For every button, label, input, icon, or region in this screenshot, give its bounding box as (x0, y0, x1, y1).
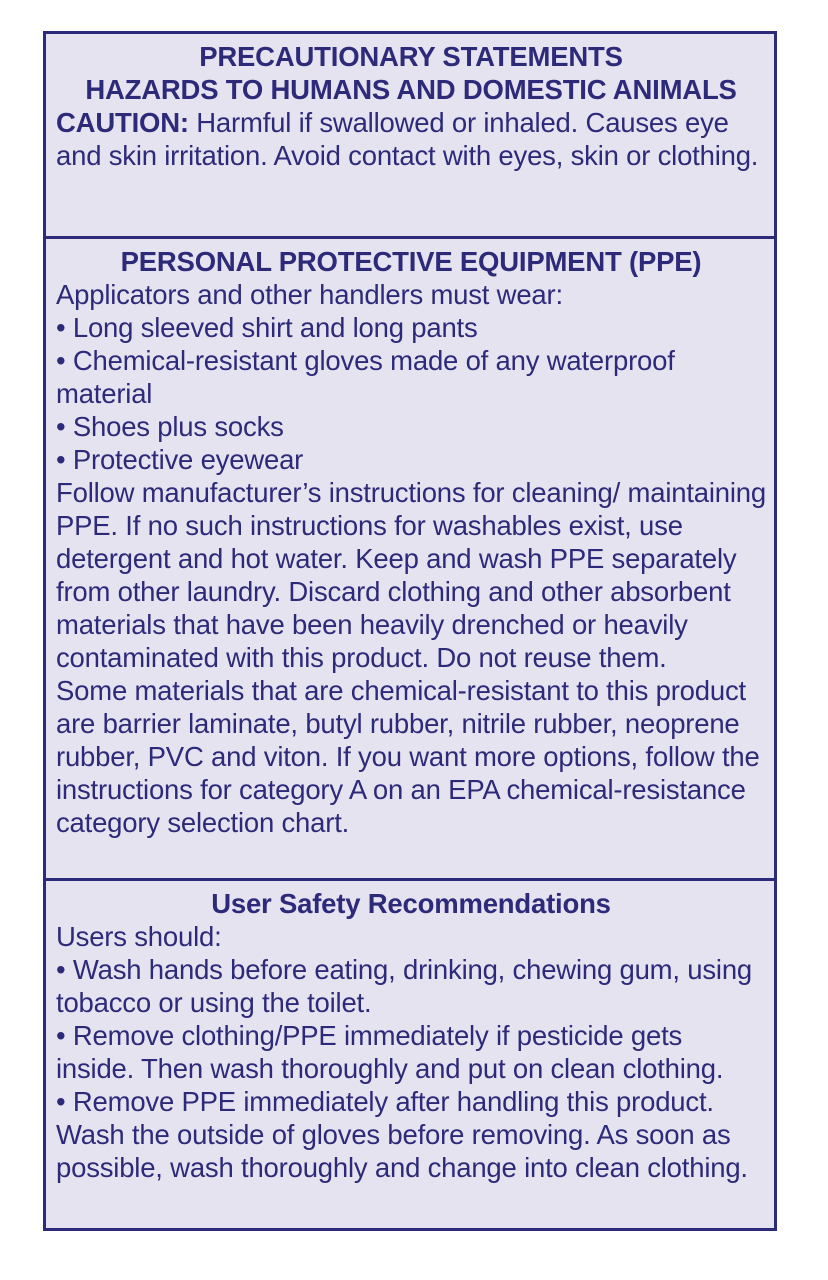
precautionary-label (43, 31, 777, 1231)
ppe-item-gloves: • Chemical-resistant gloves made of any waterproof material (56, 345, 675, 409)
ppe-care-paragraph: Follow manufacturer’s instructions for cleaning/ maintaining PPE. If no such instructions for washables exist, use detergent and hot water. Keep and wash PPE separately from other laundry. Discard clothing and other absorbent materials that have been heavily drenched or heavily contaminated with this product. Do not reuse them. (56, 477, 766, 673)
ppe-section (46, 236, 774, 878)
ppe-item-shoes: • Shoes plus socks (56, 411, 284, 442)
user-safety-title: User Safety Recommendations (211, 888, 611, 919)
precautionary-statements-title: PRECAUTIONARY STATEMENTS (199, 41, 623, 72)
ppe-intro: Applicators and other handlers must wear: (56, 279, 563, 310)
caution-paragraph (56, 106, 766, 172)
hazards-subtitle: HAZARDS TO HUMANS AND DOMESTIC ANIMALS (85, 74, 737, 105)
caution-text: Harmful if swallowed or inhaled. Causes eye and skin irritation. Avoid contact with eyes, skin or clothing. (56, 107, 759, 171)
safety-item-wash-hands: • Wash hands before eating, drinking, chewing gum, using tobacco or using the toilet. (56, 954, 753, 1018)
ppe-title: PERSONAL PROTECTIVE EQUIPMENT (PPE) (120, 246, 702, 277)
caution-label: CAUTION: (56, 107, 189, 138)
safety-item-remove-ppe: • Remove PPE immediately after handling this product. Wash the outside of gloves before removing. As soon as possible, wash thoroughly and change into clean clothing. (56, 1086, 748, 1183)
safety-item-remove-clothing: • Remove clothing/PPE immediately if pesticide gets inside. Then wash thoroughly and put on clean clothing. (56, 1020, 724, 1084)
user-safety-intro: Users should: (56, 921, 222, 952)
hazards-section (46, 34, 774, 236)
ppe-materials-paragraph: Some materials that are chemical-resistant to this product are barrier laminate, butyl rubber, nitrile rubber, neoprene rubber, PVC and viton. If you want more options, follow the instructions for category A on an EPA chemical-resistance category selection chart. (56, 675, 760, 838)
ppe-item-eyewear: • Protective eyewear (56, 444, 304, 475)
user-safety-section (46, 878, 774, 1228)
ppe-item-shirt-pants: • Long sleeved shirt and long pants (56, 312, 478, 343)
